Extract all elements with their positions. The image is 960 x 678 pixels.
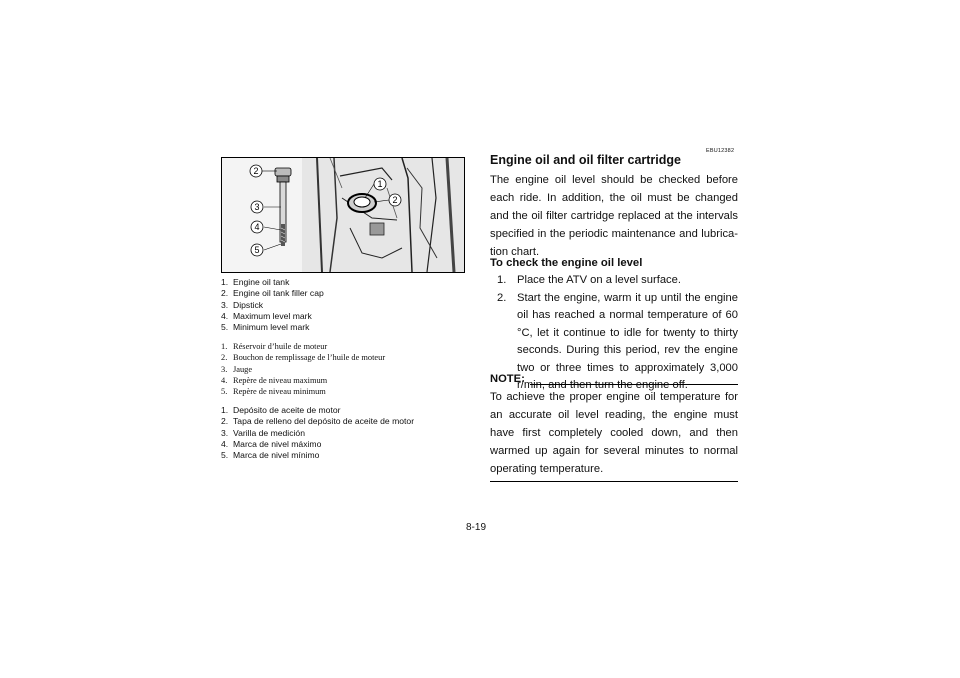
caption-item: 3. Varilla de medición	[221, 427, 305, 438]
caption-item: 2. Bouchon de remplissage de l’huile de moteur	[221, 353, 386, 363]
caption-item: 2. Engine oil tank filler cap	[221, 288, 324, 299]
svg-text:1: 1	[377, 179, 383, 189]
caption-item: 4. Repère de niveau maximum	[221, 375, 328, 385]
dipstick-illustration	[221, 157, 465, 273]
caption-item: 1. Depósito de aceite de motor	[221, 405, 341, 415]
caption-item: 5. Repère de niveau minimum	[221, 387, 326, 397]
svg-text:2: 2	[392, 195, 398, 205]
caption-item: 5. Marca de nivel mínimo	[221, 450, 320, 461]
dipstick-drawing	[222, 158, 464, 272]
caption-item: 1. Engine oil tank	[221, 277, 290, 287]
svg-text:2: 2	[253, 166, 259, 176]
caption-spanish	[221, 405, 471, 461]
caption-item: 5. Minimum level mark	[221, 322, 310, 333]
svg-text:4: 4	[254, 222, 260, 232]
svg-text:3: 3	[254, 202, 260, 212]
intro-paragraph: The engine oil level should be checked before each ride. In addition, the oil must be changed and the oil filter cartridge replaced at the intervals specified in the periodic maintenance and lubrica-tion chart.	[490, 174, 738, 258]
section-heading: Engine oil and oil filter cartridge	[490, 153, 681, 167]
svg-text:5: 5	[254, 245, 260, 255]
step-item: 1. Place the ATV on a level surface.	[497, 274, 681, 286]
caption-item: 1. Réservoir d’huile de moteur	[221, 342, 328, 351]
note-end-rule	[490, 481, 738, 482]
note-label: NOTE:	[490, 373, 525, 385]
step-item: 2. Start the engine, warm it up until the engine oil has reached a normal temperature of 60 °C, let it continue to idle for twenty to thirty seconds. During this period, rev the engine two or three times to approximately 3,000 r/min, and then turn the engine off.	[497, 291, 738, 391]
section-code: EBU12382	[706, 148, 735, 154]
caption-english	[221, 277, 471, 333]
caption-item: 4. Maximum level mark	[221, 310, 312, 321]
note-rule	[530, 384, 738, 385]
note-text: To achieve the proper engine oil temperature for an accurate oil level reading, the engine must have first completely cooled down, and then warmed up again for several minutes to normal operating temperature.	[490, 391, 738, 475]
caption-item: 2. Tapa de relleno del depósito de aceite de motor	[221, 416, 415, 427]
caption-item: 3. Jauge	[221, 364, 253, 374]
page-number: 8-19	[466, 522, 487, 533]
caption-french	[221, 341, 471, 397]
subheading: To check the engine oil level	[490, 257, 643, 269]
note-header	[490, 370, 738, 388]
caption-item: 3. Dipstick	[221, 299, 264, 310]
caption-item: 4. Marca de nivel máximo	[221, 438, 322, 449]
note-box	[490, 370, 738, 482]
